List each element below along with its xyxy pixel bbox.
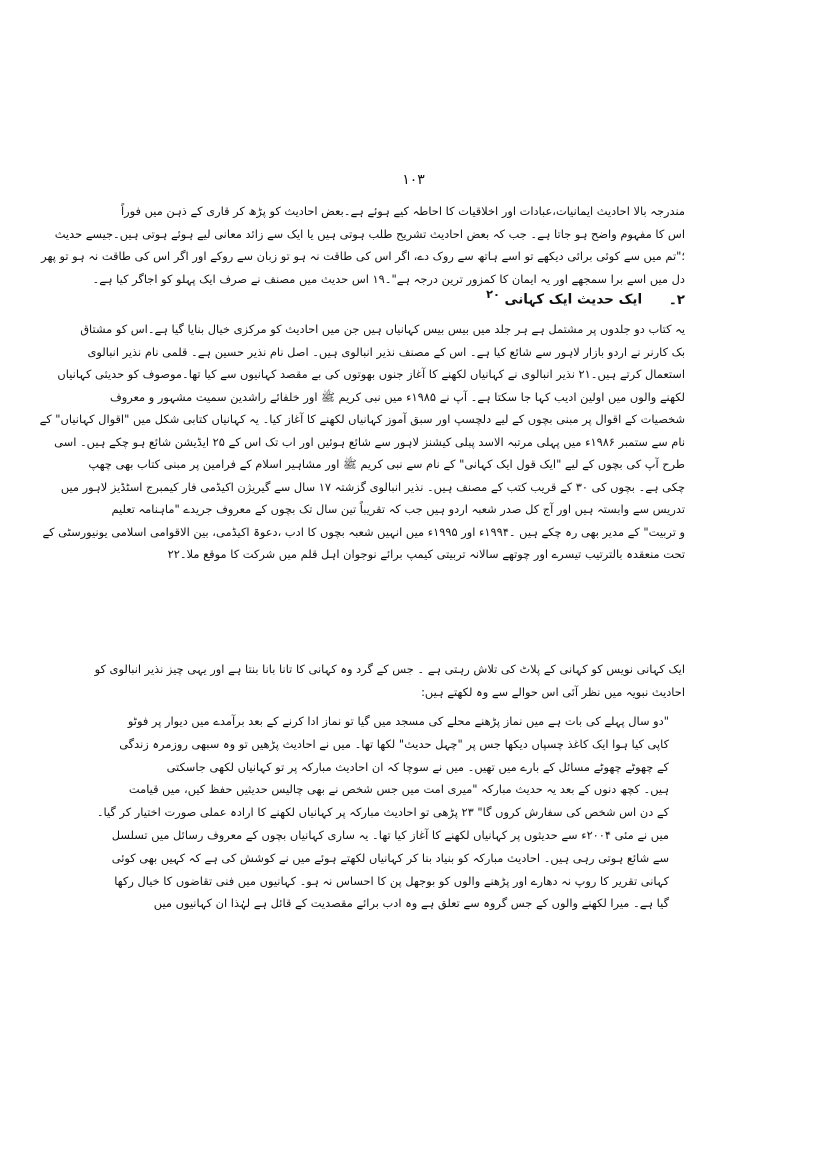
quote-line: کہانی تقریر کا روپ نہ دھارے اور پڑھنے والوں کو بوجھل پن کا احساس نہ ہو۔ کہانیوں میں فنی تقاضوں کا خیال رکھا <box>114 873 669 888</box>
text-line: دل میں اسے برا سمجھے اور یہ ایمان کا کمزور ترین درجہ ہے"۔۱۹ اس حدیث میں مصنف نے صرف ایک پہلو کو اجاگر کیا ہے۔ <box>92 271 685 286</box>
quote-line: ہیں۔ کچھ دنوں کے بعد یہ حدیث مبارکہ "میری امت میں جس شخص نے بھی چالیس حدیثیں حفظ کیں، میں قیامت <box>128 782 669 797</box>
text-line: احادیث نبویہ میں نظر آئی اس حوالے سے وہ لکھتے ہیں: <box>421 684 685 699</box>
text-line: و تربیت" کے مدیر بھی رہ چکے ہیں ۔۱۹۹۴ء اور ۱۹۹۵ء میں انہیں شعبہ بچوں کا ادب ،دعوۃ اکیڈمی، بین الاقوامی اسلامی یونیورسٹی کے <box>42 524 685 539</box>
paragraph-book-description <box>39 318 685 566</box>
quote-line: کے دن اس شخص کی سفارش کروں گا" ۲۳ پڑھی تو احادیث مبارکہ پر کہانیاں لکھنے کا ارادہ عملی صورت اختیار کر گیا۔ <box>96 805 669 820</box>
paragraph-intro <box>41 200 685 290</box>
text-line: لکھنے والوں میں اولین ادیب کہا جا سکتا ہے۔ آپ نے ۱۹۸۵ء میں نبی کریم ﷺ اور خلفائے راشدین سمیت مشہور و معروف <box>109 389 685 404</box>
quote-line: کے چھوٹے چھوٹے مسائل کے بارے میں تھیں۔ میں نے سوچا کہ ان احادیث مبارکہ پر تو کہانیاں لکھی جاسکتی <box>166 759 669 774</box>
quote-line: کاپی کیا ہوا ایک کاغذ چسپاں دیکھا جس پر "چہل حدیث" لکھا تھا۔ میں نے احادیث پڑھیں تو وہ سبھی روزمرہ زندگی <box>119 736 669 751</box>
quote-line: میں نے مئی ۲۰۰۴ء سے حدیثوں پر کہانیاں لکھنے کا آغاز کیا تھا۔ یہ ساری کہانیاں بچوں کے معروف رسائل میں تسلسل <box>111 827 669 842</box>
paragraph-author-intro <box>94 658 685 703</box>
text-line: استعمال کرتے ہیں۔۲۱ نذیر انبالوی نے کہانیاں لکھنے کا آغاز جنوں بھوتوں کی بے مقصد کہانیوں سے کیا تھا۔موصوف کو حدیثی کہانیاں <box>57 367 685 381</box>
text-line: بک کارنر نے اردو بازار لاہور سے شائع کیا ہے۔ اس کے مصنف نذیر انبالوی ہیں۔ اصل نام نذیر حسین ہے۔ قلمی نام نذیر انبالوی <box>87 344 685 359</box>
page-number: ۱۰۳ <box>402 172 425 188</box>
text-line: مندرجہ بالا احادیث ایمانیات،عبادات اور اخلاقیات کا احاطہ کیے ہوئے ہے۔بعض احادیث کو پڑھ کر قاری کے ذہن میں فوراً <box>120 204 685 218</box>
quote-line: "دو سال پہلے کی بات ہے میں نماز پڑھنے محلے کی مسجد میں گیا تو نماز ادا کرنے کے بعد برآمدے میں دیوار پر فوٹو <box>127 714 669 728</box>
text-line: شخصیات کے اقوال پر مبنی بچوں کے لیے دلچسپ اور سبق آموز کہانیاں لکھنے کا آغاز کیا۔ یہ کہانیاں کتابی شکل میں "اقوال کہانیاں" کے <box>39 412 685 426</box>
text-line: تحت منعقدہ بالترتیب تیسرے اور چوتھے سالانہ تربیتی کیمپ برائے نوجوان اہل قلم میں شرکت کا موقع ملا۔۲۲ <box>167 547 685 561</box>
section-number: ۲۔ <box>668 291 685 308</box>
quote-line: گیا ہے۔ میرا لکھنے والوں کے جس گروہ سے تعلق ہے وہ ادب برائے مقصدیت کے قائل ہے لہٰذا ان کہانیوں میں <box>153 896 669 911</box>
section-heading <box>152 284 685 311</box>
footnote-marker: ۲۰ <box>486 288 500 301</box>
text-line: اس کا مفہوم واضح ہو جاتا ہے۔ جب کہ بعض احادیث تشریح طلب ہوتی ہیں یا ایک سے زائد معانی لیے ہوئے ہوتی ہیں۔جیسے حدیث <box>54 226 685 241</box>
text-line: ؛"تم میں سے کوئی برائی دیکھے تو اسے ہاتھ سے روک دے، اگر اس کی طاقت نہ ہو تو زبان سے روکے اور اگر اس کی طاقت نہ ہو تو پھر <box>41 249 685 263</box>
quote-line: سے شائع ہوتی رہی ہیں۔ احادیث مبارکہ کو بنیاد بنا کر کہانیاں لکھتے ہوئے میں نے کوشش کی ہے کہ کہیں بھی کوئی <box>111 850 669 865</box>
text-line: تدریس سے وابستہ ہیں اور آج کل صدر شعبہ اردو ہیں جب کہ تقریباً تین سال تک بچوں کے معروف جریدے "ماہنامہ تعلیم <box>111 502 685 516</box>
text-line: چکی ہے۔ بچوں کی ۳۰ کے قریب کتب کے مصنف ہیں۔ نذیر انبالوی گزشتہ ۱۷ سال سے گیریژن اکیڈمی فار کیمبرج اسٹڈیز لاہور میں <box>60 479 685 494</box>
text-line: نام سے ستمبر ۱۹۸۶ء میں پہلی مرتبہ الاسد پبلی کیشنز لاہور سے شائع ہوئیں اور اب تک اس کے ۲۵ ایڈیشن شائع ہو چکے ہیں۔ اسی <box>54 434 685 449</box>
text-line: ایک کہانی نویس کو کہانی کے پلاٹ کی تلاش رہتی ہے ۔ جس کے گرد وہ کہانی کا تانا بانا بنتا ہے اور یہی چیز نذیر انبالوی کو <box>94 662 685 676</box>
section-title: ایک حدیث ایک کہانی <box>504 291 643 308</box>
text-line: یہ کتاب دو جلدوں پر مشتمل ہے ہر جلد میں بیس بیس کہانیاں ہیں جن میں احادیث کو مرکزی خیال بنایا گیا ہے۔اس کو مشتاق <box>80 322 685 336</box>
text-line: طرح آپ کی بچوں کے لیے "ایک قول ایک کہانی" کے نام سے نبی کریم ﷺ اور مشاہیر اسلام کے فرامین پر مبنی کتاب بھی چھپ <box>88 457 685 471</box>
block-quote <box>96 710 669 915</box>
